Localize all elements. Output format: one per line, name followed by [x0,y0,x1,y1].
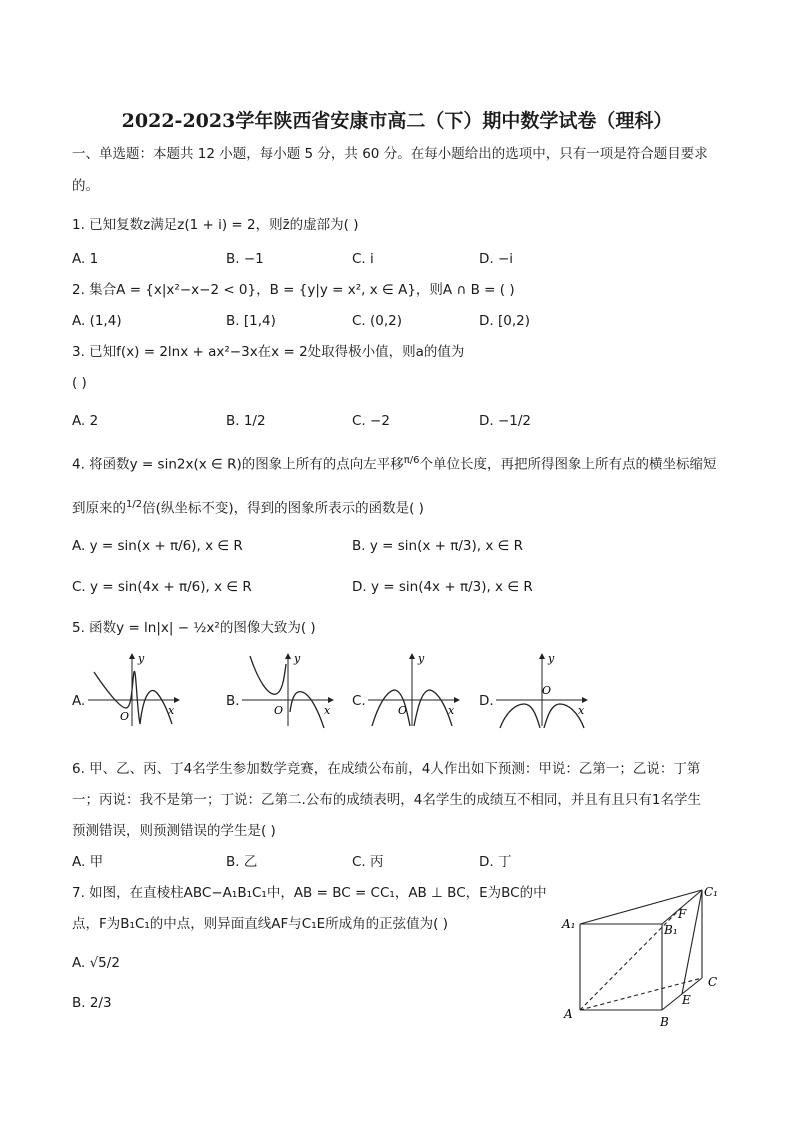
q4-option-b: B. y = sin(x + π/3), x ∈ R [352,538,524,554]
q2-option-a: A. (1,4) [72,313,122,329]
q4-option-c: C. y = sin(4x + π/6), x ∈ R [72,579,252,595]
q4-stem-line2-a: 到原来的 [72,500,126,517]
q4-stem-line1-b: 个单位长度，再把所得图象上所有点的横坐标缩短 [419,456,717,473]
y-axis-label: y [294,652,301,665]
q4-option-d: D. y = sin(4x + π/3), x ∈ R [352,579,533,595]
q5-graph-c [366,650,466,730]
origin-label: O [120,710,130,723]
label-a1: A₁ [562,917,576,931]
label-f: F [678,907,687,921]
q6-stem-line1: 6. 甲、乙、丙、丁4名学生参加数学竞赛，在成绩公布前，4人作出如下预测：甲说：乙第一；乙说：丁第 [72,761,701,777]
q2-option-b: B. [1,4) [226,313,276,329]
q1-option-c: C. i [352,251,374,267]
curve [94,671,172,724]
q1-option-a: A. 1 [72,251,99,267]
q2-option-c: C. (0,2) [352,313,403,329]
x-axis-label: x [578,704,585,717]
origin-label: O [274,704,284,717]
q7-option-b: B. 2/3 [72,995,112,1011]
q5-option-b-label: B. [226,693,240,709]
y-axis-label: y [548,652,555,665]
q6-option-b: B. 乙 [226,854,258,870]
label-b1: B₁ [664,923,678,937]
x-axis-label: x [168,704,175,717]
q6-option-a: A. 甲 [72,854,104,870]
q7-prism-figure [560,880,730,1030]
x-axis-arrow-icon [328,697,334,703]
q5-graph-b [240,650,340,730]
y-axis-arrow-icon [285,653,291,659]
q6-option-c: C. 丙 [352,854,384,870]
q4-stem-line2 [72,496,424,518]
y-axis-arrow-icon [539,653,545,659]
x-axis-arrow-icon [174,697,180,703]
y-axis-label: y [138,652,145,665]
x-axis-label: x [324,704,331,717]
exam-title: 2022-2023学年陕西省安康市高二（下）期中数学试卷（理科） [121,110,673,132]
q5-option-c-label: C. [352,693,366,709]
q7-stem-line1: 7. 如图，在直棱柱ABC−A₁B₁C₁中，AB = BC = CC₁，AB ⊥ BC，E为BC的中 [72,885,547,901]
q3-option-d: D. −1/2 [479,413,532,429]
q3-paren: ( ) [72,375,87,391]
segment-c1e [682,890,702,994]
q3-option-c: C. −2 [352,413,390,429]
q4-stem-line2-b: 倍(纵坐标不变)，得到的图象所表示的函数是( ) [142,500,424,517]
q4-stem-fraction: π/6 [403,455,420,466]
q5-graph-a [86,650,186,730]
x-axis-label: x [448,704,455,717]
q2-stem: 2. 集合A = {x|x²−x−2 < 0}，B = {y|y = x², x ∈ A}，则A ∩ B = ( ) [72,282,515,298]
q7-option-a: A. √5/2 [72,955,120,971]
label-a: A [564,1007,573,1021]
label-c1: C₁ [704,885,718,899]
y-axis-arrow-icon [409,653,415,659]
q2-option-d: D. [0,2) [479,313,530,329]
q1-option-b: B. −1 [226,251,264,267]
q6-option-d: D. 丁 [479,854,512,870]
x-axis-arrow-icon [582,697,588,703]
label-b: B [660,1015,669,1029]
q6-stem-line2: 一；丙说：我不是第一；丁说：乙第二.公布的成绩表明，4名学生的成绩互不相同，并且有且只有1名学生 [72,792,701,808]
q5-stem: 5. 函数y = ln|x| − ½x²的图像大致为( ) [72,620,316,636]
q4-stem-line2-fraction: 1/2 [126,499,143,510]
label-e: E [682,993,691,1007]
q7-stem-line2: 点，F为B₁C₁的中点，则异面直线AF与C₁E所成角的正弦值为( ) [72,916,448,932]
section-instructions-line1: 一、单选题：本题共 12 小题，每小题 5 分，共 60 分。在每小题给出的选项中，只有一项是符合题目要求 [72,146,708,162]
q3-option-a: A. 2 [72,413,99,429]
q3-option-b: B. 1/2 [226,413,266,429]
label-c: C [708,975,718,989]
curve [250,656,324,728]
q5-option-d-label: D. [479,693,494,709]
y-axis-arrow-icon [129,653,135,659]
q4-stem-line1-a: 4. 将函数y = sin2x(x ∈ R)的图象上所有的点向左平移 [72,456,404,473]
origin-label: O [398,704,408,717]
x-axis-arrow-icon [454,697,460,703]
q1-stem: 1. 已知复数z满足z(1 + i) = 2，则z̄的虚部为( ) [72,217,359,233]
q5-option-a-label: A. [72,693,86,709]
q4-stem-line1 [72,452,716,474]
y-axis-label: y [418,652,425,665]
section-instructions-line2: 的。 [72,178,99,194]
q6-stem-line3: 预测错误，则预测错误的学生是( ) [72,823,276,839]
q1-option-d: D. −i [479,251,514,267]
q5-graph-d [494,650,594,730]
q4-option-a: A. y = sin(x + π/6), x ∈ R [72,538,243,554]
q3-stem: 3. 已知f(x) = 2lnx + ax²−3x在x = 2处取得极小值，则a的值为 [72,344,465,360]
origin-label: O [542,684,552,697]
